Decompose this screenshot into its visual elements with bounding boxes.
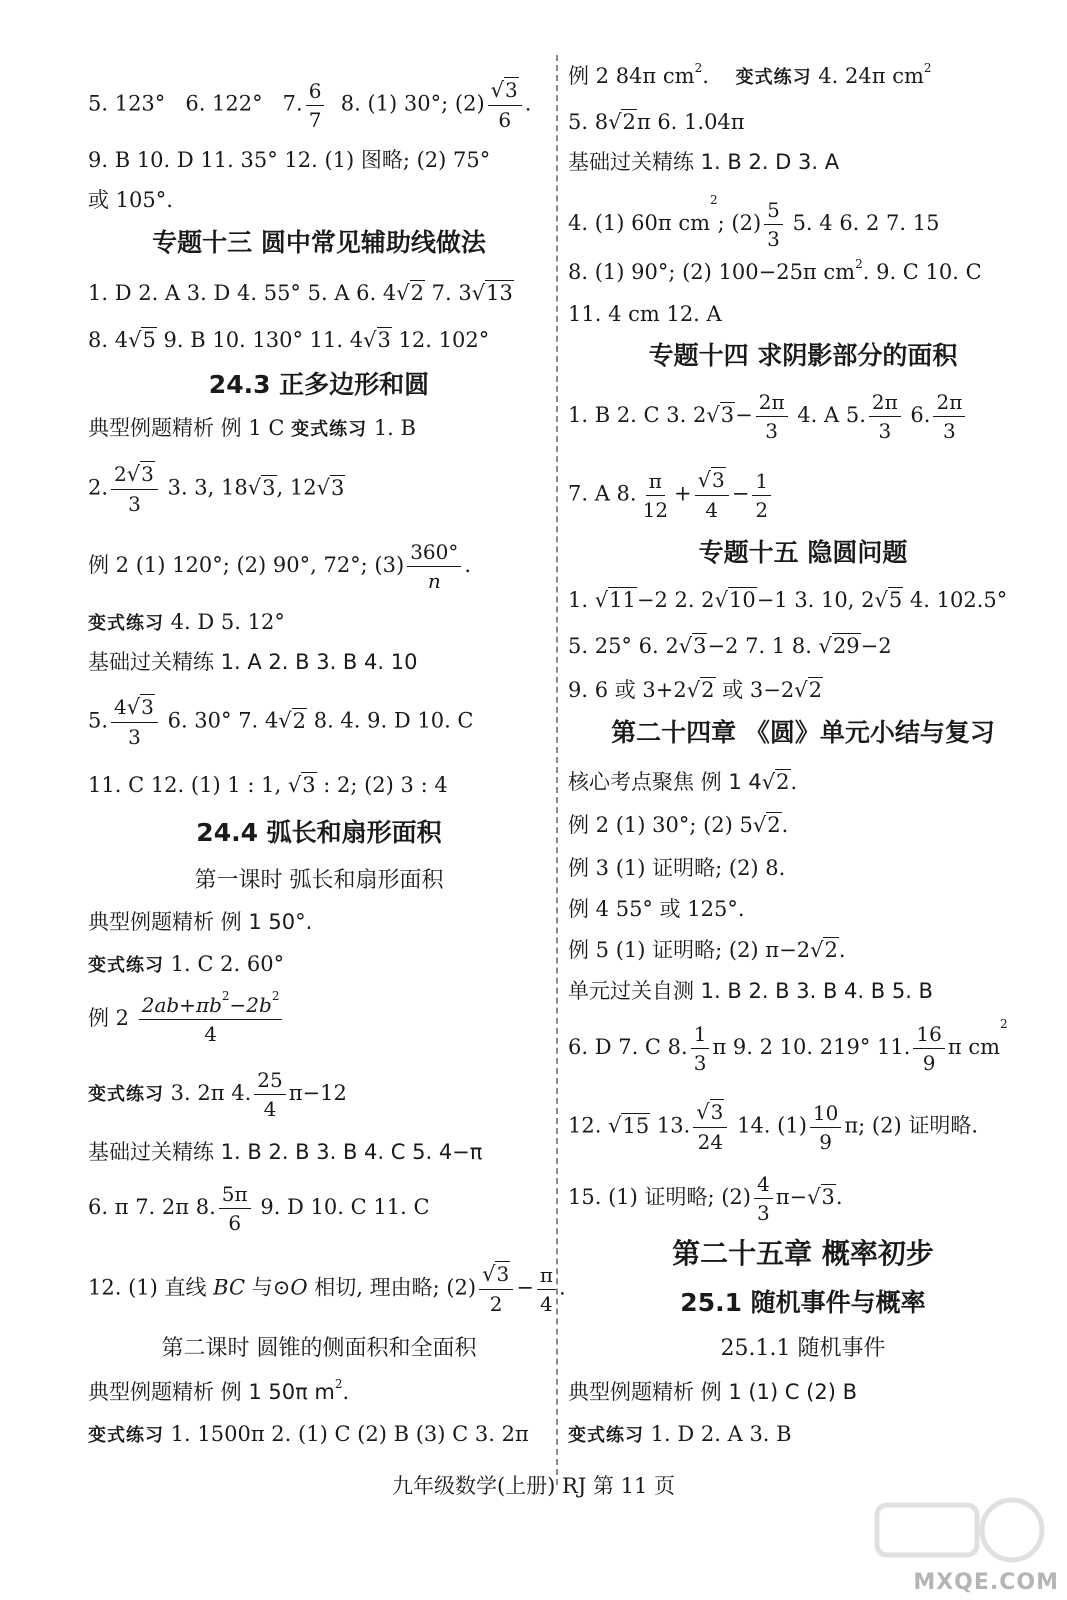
section-heading: 专题十三 圆中常见辅助线做法 (152, 228, 486, 257)
answer-line: 11. C 12. (1) 1 : 1, √3 : 2; (2) 3 : 4 (88, 773, 448, 797)
answer-line: 典型例题精析 例 1 (1) C (2) B (568, 1380, 857, 1404)
subsection-heading: 25.1.1 随机事件 (720, 1336, 886, 1361)
fraction: $\frac{2ab+\pi b^2-2b^2}{4}$ (139, 993, 283, 1046)
answer-line: 变式练习 4. D 5. 12° (88, 610, 285, 634)
answer-line: 变式练习 3. 2π 4. $\frac{25}{4}$ π−12 (88, 1068, 347, 1121)
fraction: $\frac{360^\circ}{n}$ (407, 540, 461, 593)
answer-line: 5. $\frac{4√3}{3}$ 6. 30° 7. 4√2 8. 4. 9. D 10. C (88, 695, 474, 750)
answer-line: 1. √11−2 2. 2√10−1 3. 10, 2√5 4. 102.5° (568, 588, 1008, 612)
answer-line: 例 5 (1) 证明略; (2) π−2√2. (568, 938, 846, 962)
answer-line: 12. √15 13. $\frac{√3}{24}$ 14. (1) $\frac{10}{9}$ π; (2) 证明略. (568, 1100, 979, 1155)
answer-line: 11. 4 cm 12. A (568, 302, 722, 326)
section-heading: 24.4 弧长和扇形面积 (196, 818, 442, 847)
fraction: $\frac{√3}{6}$ (488, 78, 522, 132)
right-column (568, 0, 1038, 1470)
fraction: $\frac{2\pi}{3}$ (933, 390, 965, 443)
chapter-heading: 第二十五章 概率初步 (672, 1237, 934, 1270)
answer-line: 典型例题精析 例 1 50π $m^2$. (88, 1377, 350, 1404)
answer-line: 核心考点聚焦 例 1 4√2. (568, 770, 798, 794)
fraction: $\frac{1}{2}$ (752, 469, 771, 522)
answer-line: 5. 8√2π 6. 1.04π (568, 110, 745, 134)
fraction: $\frac{6}{7}$ (306, 79, 325, 132)
answer-line: 例 2 (1) 120°; (2) 90°, 72°; (3) $\frac{360^\circ}{n}$ . (88, 540, 472, 593)
left-column (88, 0, 566, 1470)
fraction: $\frac{25}{4}$ (254, 1068, 285, 1121)
subsection-heading: 第二课时 圆锥的侧面积和全面积 (161, 1336, 477, 1361)
answer-line: 例 2 (1) 30°; (2) 5√2. (568, 813, 789, 837)
fraction: $\frac{4√3}{3}$ (111, 695, 158, 749)
fraction: $\frac{4}{3}$ (754, 1172, 773, 1225)
answer-line: 6. D 7. C 8. $\frac{1}{3}$ π 9. 2 10. 219° 11. $\frac{16}{9}$ π $cm^2$ (568, 1017, 1008, 1075)
answer-line: 例 2 84π $cm^2$. 变式练习 4. 24π $cm^2$ (568, 61, 932, 88)
fraction: $\frac{2√3}{3}$ (111, 462, 158, 516)
answer-line: 典型例题精析 例 1 50°. (88, 910, 313, 934)
answer-line: 基础过关精练 1. A 2. B 3. B 4. 10 (88, 650, 418, 674)
fraction: $\frac{√3}{2}$ (479, 1262, 513, 1316)
answer-line: 8. (1) 90°; (2) 100−25π $cm^2$. 9. C 10. C (568, 257, 982, 284)
fraction: $\frac{\pi}{12}$ (642, 468, 669, 522)
fraction: $\frac{2\pi}{3}$ (756, 390, 788, 443)
fraction: $\frac{5}{3}$ (764, 198, 783, 251)
fraction: $\frac{2\pi}{3}$ (869, 390, 901, 443)
answer-line: 7. A 8. $\frac{\pi}{12}$ + $\frac{√3}{4}$ − $\frac{1}{2}$ (568, 468, 774, 522)
answer-line: 典型例题精析 例 1 C 变式练习 1. B (88, 416, 416, 440)
answer-line: 例 2 $\frac{2ab+\pi b^2-2b^2}{4}$ (88, 993, 285, 1046)
answer-line: 6. π 7. 2π 8. $\frac{5\pi}{6}$ 9. D 10. C 11. C (88, 1182, 430, 1235)
answer-line: 或 105°. (88, 188, 173, 212)
fraction: $\frac{√3}{4}$ (695, 468, 729, 522)
answer-line: 例 3 (1) 证明略; (2) 8. (568, 856, 786, 880)
section-heading: 25.1 随机事件与概率 (680, 1288, 926, 1317)
answer-line: 9. 6 或 3+2√2 或 3−2√2 (568, 678, 822, 702)
answer-line: 5. 123° 6. 122° 7. $\frac{6}{7}$ 8. (1) 30°; (2) $\frac{√3}{6}$ . (88, 78, 532, 133)
fraction: $\frac{\pi}{4}$ (537, 1263, 556, 1316)
answer-line: 1. D 2. A 3. D 4. 55° 5. A 6. 4√2 7. 3√13 (88, 281, 513, 305)
answer-line: 变式练习 1. D 2. A 3. B (568, 1422, 792, 1446)
fraction: $\frac{10}{9}$ (810, 1101, 841, 1154)
fraction: $\frac{1}{3}$ (691, 1022, 710, 1075)
fraction: $\frac{16}{9}$ (913, 1022, 944, 1075)
answer-line: 基础过关精练 1. B 2. D 3. A (568, 150, 840, 174)
section-heading: 专题十四 求阴影部分的面积 (648, 341, 958, 370)
answer-line: 变式练习 1. C 2. 60° (88, 952, 285, 976)
answer-line: 单元过关自测 1. B 2. B 3. B 4. B 5. B (568, 979, 933, 1003)
subsection-heading: 第一课时 弧长和扇形面积 (194, 868, 444, 893)
page-footer: 九年级数学(上册) RJ 第 11 页 (391, 1474, 676, 1498)
answer-line: 5. 25° 6. 2√3−2 7. 1 8. √29−2 (568, 634, 892, 658)
answer-line: 9. B 10. D 11. 35° 12. (1) 图略; (2) 75° (88, 148, 491, 172)
section-heading: 专题十五 隐圆问题 (698, 538, 908, 567)
answer-line: 15. (1) 证明略; (2) $\frac{4}{3}$ π−√3. (568, 1172, 843, 1225)
answer-line: 8. 4√5 9. B 10. 130° 11. 4√3 12. 102° (88, 328, 490, 352)
section-heading: 第二十四章 《圆》单元小结与复习 (611, 718, 995, 747)
answer-line: 例 4 55° 或 125°. (568, 897, 745, 921)
answer-line: 4. (1) 60π $cm^2$; (2) $\frac{5}{3}$ 5. 4 6. 2 7. 15 (568, 193, 940, 251)
watermark-text: MXQE.COM (913, 1570, 1059, 1595)
answer-line: 基础过关精练 1. B 2. B 3. B 4. C 5. 4−π (88, 1140, 483, 1164)
answer-line: 12. (1) 直线 BC 与⊙O 相切, 理由略; (2) $\frac{√3}{2}$ − $\frac{\pi}{4}$ . (88, 1262, 566, 1317)
fraction: $\frac{√3}{24}$ (693, 1100, 727, 1154)
answer-line: 1. B 2. C 3. 2√3− $\frac{2\pi}{3}$ 4. A 5. $\frac{2\pi}{3}$ 6. $\frac{2\pi}{3}$ (568, 390, 968, 443)
fraction: $\frac{5\pi}{6}$ (219, 1182, 251, 1235)
answer-line: 2. $\frac{2√3}{3}$ 3. 3, 18√3, 12√3 (88, 462, 345, 517)
section-heading: 24.3 正多边形和圆 (208, 370, 430, 399)
answer-line: 变式练习 1. 1500π 2. (1) C (2) B (3) C 3. 2π (88, 1422, 529, 1446)
